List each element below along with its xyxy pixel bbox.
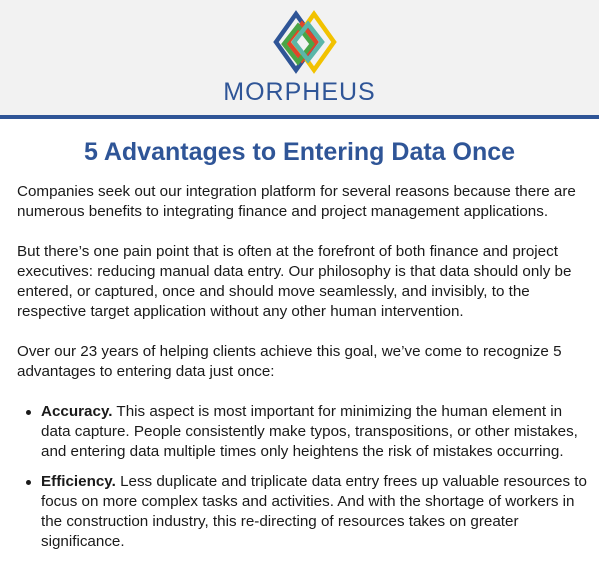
bullet-text: This aspect is most important for minimizing the human element in data capture. People consistently make typos, transpositions, or other mistakes, and entering data multiple times only heightens the risk of mistakes occurring. xyxy=(41,403,578,460)
advantages-list xyxy=(17,402,592,552)
bullet-text: Less duplicate and triplicate data entry frees up valuable resources to focus on more complex tasks and activities. And with the shortage of workers in the construction industry, this re-directing of resources takes on greater significance. xyxy=(41,473,587,550)
article-title: 5 Advantages to Entering Data Once xyxy=(83,138,516,166)
brand-name: MORPHEUS xyxy=(223,78,376,106)
header-divider xyxy=(0,115,599,119)
list-item xyxy=(17,402,592,462)
list-item xyxy=(17,472,592,552)
intro-paragraph: Companies seek out our integration platform for several reasons because there are numerous benefits to integrating finance and project management applications. xyxy=(17,183,576,220)
pain-point-paragraph: But there’s one pain point that is often at the forefront of both finance and project executives: reducing manual data entry. Our philosophy is that data should only be entered, or captured, once and should move seamlessly, and invisibly, to the respective target application without any other human intervention. xyxy=(17,243,572,320)
morpheus-logo-icon xyxy=(250,6,350,78)
page-header xyxy=(0,0,599,115)
bullet-term: Efficiency. xyxy=(41,473,116,490)
advantages-lead-paragraph: Over our 23 years of helping clients achieve this goal, we’ve come to recognize 5 advantages to entering data just once: xyxy=(17,343,562,380)
bullet-term: Accuracy. xyxy=(41,403,113,420)
article-body xyxy=(17,182,592,562)
bullet-icon xyxy=(26,410,31,415)
bullet-icon xyxy=(26,480,31,485)
